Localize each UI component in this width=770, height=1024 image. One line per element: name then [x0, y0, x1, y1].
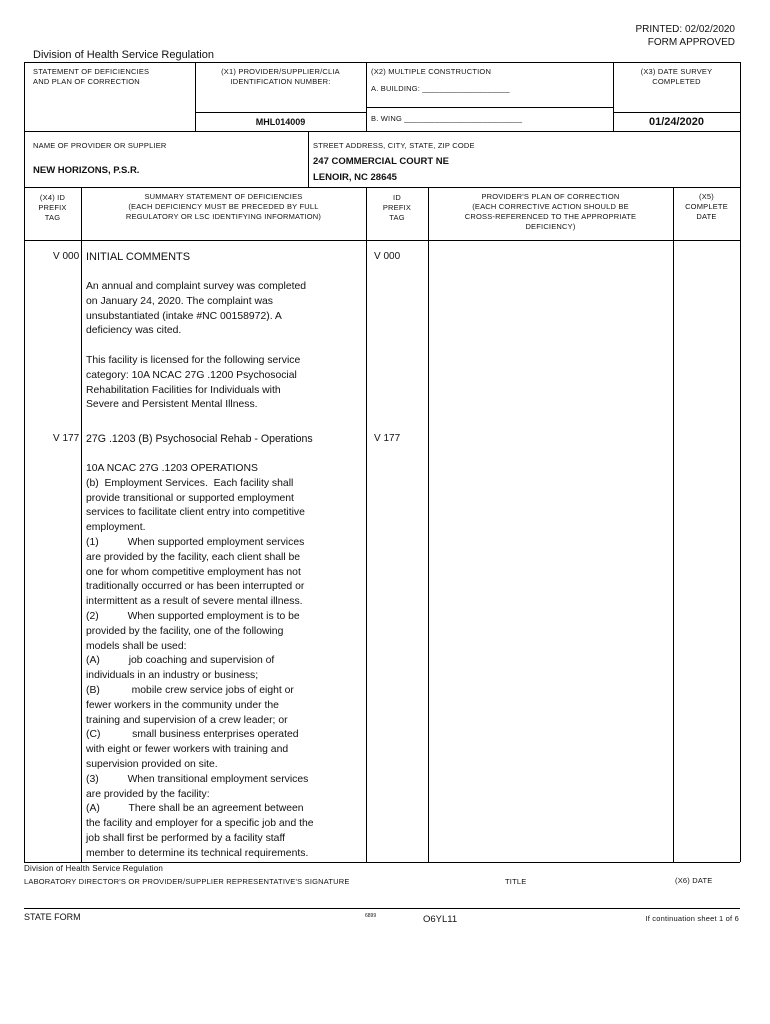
address-line2: LENOIR, NC 28645 [313, 172, 397, 183]
entry-v000-body: An annual and complaint survey was completed on January 24, 2020. The complaint was unsubstantiated (intake #NC 00158972). A deficiency was cited. This facility is licensed for the following service category: 10A NCAC 27G .1200 Psychosocial Rehabilitation Facilities for Individuals with Severe and Persistent Mental Illness. [86, 281, 307, 411]
x3-value-divider [613, 112, 740, 113]
column-header-divider [24, 240, 740, 241]
divider-id [428, 187, 429, 862]
divider-x4 [81, 187, 82, 862]
table-bottom-border [24, 862, 740, 863]
footer-divider [24, 908, 740, 909]
x1-label: (X1) PROVIDER/SUPPLIER/CLIA IDENTIFICATION NUMBER: [221, 67, 340, 86]
entry-v177-body: 10A NCAC 27G .1203 OPERATIONS (b) Employment Services. Each facility shall provide transitional or supported employment services to facilitate client entry into competitive employment. (1) When supported employment services are provided by the facility, each client shall be one for whom competitive employment has not traditionally occurred or has been interrupted or intermittent as a result of severe mental illness. (2) When supported employment is to be provided by the facility, one of the following models shall be used: (A) job coaching and supervision of individuals in an industry or business; (B) mobile crew service jobs of eight or fewer workers in the community under the training and supervision of a crew leader; or (C) small business enterprises operated with eight or fewer workers with training and supervision provided on site. (3) When transitional employment services are provided by the facility: (A) There shall be an agreement between the facility and employer for a specific job and the job shall first be performed by a facility staff member to determine its technical requirements. [86, 463, 314, 859]
statement-label: STATEMENT OF DEFICIENCIES AND PLAN OF CORRECTION [33, 67, 150, 86]
provider-row-divider [24, 187, 740, 188]
x2-building: A. BUILDING: ____________________ [371, 84, 510, 93]
address-label: STREET ADDRESS, CITY, STATE, ZIP CODE [313, 141, 475, 150]
continuation-sheet: If continuation sheet 1 of 6 [645, 914, 739, 923]
provider-name-label: NAME OF PROVIDER OR SUPPLIER [33, 141, 167, 150]
agency-name: Division of Health Service Regulation [33, 49, 214, 61]
entry-v177-id-tag: V 177 [374, 433, 401, 444]
event-id: O6YL11 [423, 914, 458, 925]
x6-date-label: (X6) DATE [675, 876, 713, 885]
provider-name: NEW HORIZONS, P.S.R. [33, 165, 140, 176]
table-top-border [24, 62, 740, 63]
header-row-divider [24, 131, 740, 132]
divider-address [308, 131, 309, 187]
id-header: ID PREFIX TAG [382, 193, 412, 222]
plan-header: PROVIDER'S PLAN OF CORRECTION (EACH CORRECTIVE ACTION SHOULD BE CROSS-REFERENCED TO THE APPROPRIATE DEFICIENCY) [464, 192, 637, 231]
divider-summary [366, 187, 367, 862]
entry-v000-id-tag: V 000 [374, 251, 401, 262]
printed-date: PRINTED: 02/02/2020 [635, 24, 735, 35]
entry-v177-title: 27G .1203 (B) Psychosocial Rehab - Operations [86, 433, 313, 445]
divider-x2 [366, 62, 367, 131]
x3-label: (X3) DATE SURVEY COMPLETED [640, 67, 713, 86]
x2-label: (X2) MULTIPLE CONSTRUCTION [371, 67, 492, 76]
divider-plan [673, 187, 674, 862]
entry-v000-prefix: V 000 [53, 251, 80, 262]
entry-v177-prefix: V 177 [53, 433, 80, 444]
x3-value: 01/24/2020 [648, 116, 705, 128]
address-line1: 247 COMMERCIAL COURT NE [313, 156, 450, 167]
table-left-border [24, 62, 25, 862]
signature-label: LABORATORY DIRECTOR'S OR PROVIDER/SUPPLIER REPRESENTATIVE'S SIGNATURE [24, 877, 350, 886]
summary-header: SUMMARY STATEMENT OF DEFICIENCIES (EACH DEFICIENCY MUST BE PRECEDED BY FULL REGULATORY OR LSC IDENTIFYING INFORMATION) [125, 192, 322, 221]
footer-agency: Division of Health Service Regulation [24, 864, 164, 873]
x5-header: (X5) COMPLETE DATE [685, 192, 728, 221]
x2-wing-divider [366, 107, 613, 108]
state-form-label: STATE FORM [24, 912, 81, 922]
x2-wing: B. WING ___________________________ [371, 114, 523, 123]
x4-header: (X4) ID PREFIX TAG [38, 193, 67, 222]
table-right-border [740, 62, 741, 862]
x1-value-divider [195, 112, 366, 113]
entry-v000-title: INITIAL COMMENTS [86, 251, 191, 263]
x1-value: MHL014009 [255, 117, 306, 127]
form-approved: FORM APPROVED [647, 37, 735, 48]
form-number: 6899 [365, 913, 377, 919]
title-label: TITLE [505, 877, 527, 886]
